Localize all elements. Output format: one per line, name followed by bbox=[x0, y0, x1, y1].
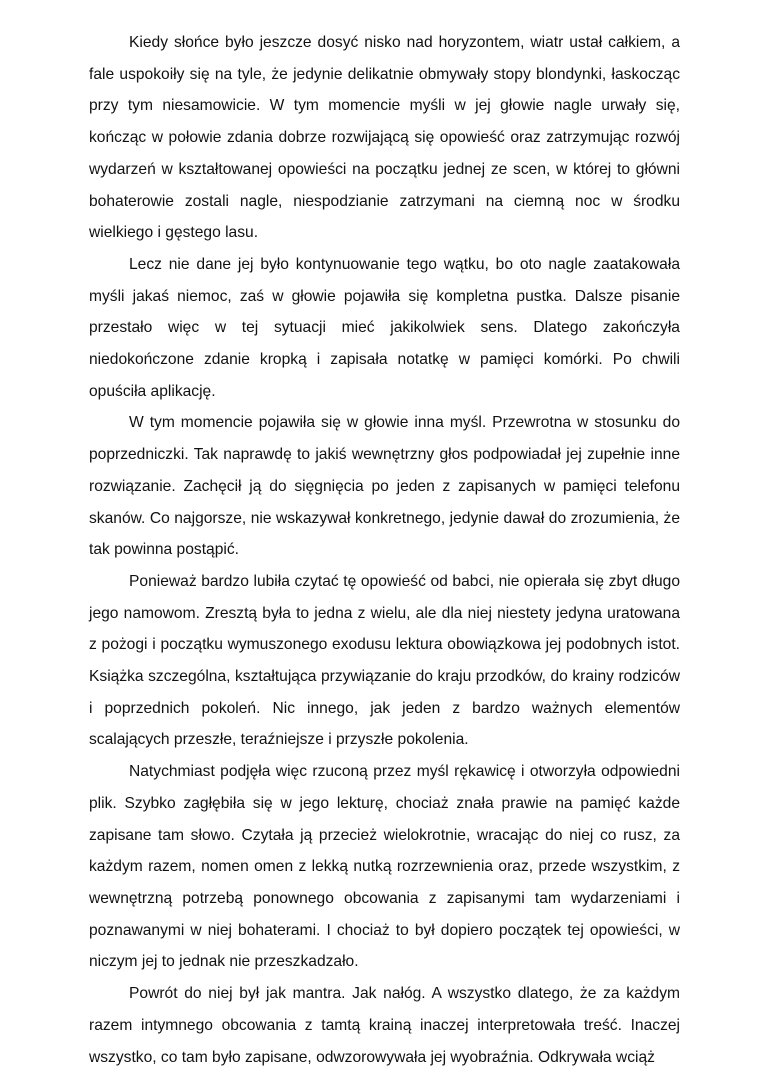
paragraph-3: W tym momencie pojawiła się w głowie inna myśl. Przewrotna w stosunku do poprzedniczki. Tak naprawdę to jakiś wewnętrzny głos podpowiadał jej zupełnie inne rozwiązanie. Zachęcił ją do sięgnięcia po jeden z zapisanych w pamięci telefonu skanów. Co najgorsze, nie wskazywał konkretnego, jedynie dawał do zrozumienia, że tak powinna postąpić. bbox=[89, 414, 680, 559]
paragraph-5: Natychmiast podjęła więc rzuconą przez myśl rękawicę i otworzyła odpowiedni plik. Szybko zagłębiła się w jego lekturę, chociaż znała prawie na pamięć każde zapisane tam słowo. Czytała ją przecież wielokrotnie, wracając do niej co rusz, za każdym razem, nomen omen z lekką nutką rozrzewnienia oraz, przede wszystkim, z wewnętrzną potrzebą ponownego obcowania z zapisanymi tam wydarzeniami i poznawanymi w niej bohaterami. I chociaż to był dopiero początek tej opowieści, w niczym jej to jednak nie przeszkadzało. bbox=[89, 763, 680, 971]
paragraph-1: Kiedy słońce było jeszcze dosyć nisko nad horyzontem, wiatr ustał całkiem, a fale uspokoiły się na tyle, że jedynie delikatnie obmywały stopy blondynki, łaskocząc przy tym niesamowicie. W tym momencie myśli w jej głowie nagle urwały się, kończąc w połowie zdania dobrze rozwijającą się opowieść oraz zatrzymując rozwój wydarzeń w kształtowanej opowieści na początku jednej ze scen, w której to główni bohaterowie zostali nagle, niespodzianie zatrzymani na ciemną noc w środku wielkiego i gęstego lasu. bbox=[89, 34, 680, 242]
paragraph-2: Lecz nie dane jej było kontynuowanie tego wątku, bo oto nagle zaatakowała myśli jakaś niemoc, zaś w głowie pojawiła się kompletna pustka. Dalsze pisanie przestało więc w tej sytuacji mieć jakikolwiek sens. Dlatego zakończyła niedokończone zdanie kropką i zapisała notatkę w pamięci komórki. Po chwili opuściła aplikację. bbox=[89, 255, 680, 400]
document-body bbox=[89, 27, 680, 1073]
paragraph-4: Ponieważ bardzo lubiła czytać tę opowieść od babci, nie opierała się zbyt długo jego namowom. Zresztą była to jedna z wielu, ale dla niej niestety jedyna uratowana z pożogi i początku wymuszonego exodusu lektura obowiązkowa jej podobnych istot. Książka szczególna, kształtująca przywiązanie do kraju przodków, do krainy rodziców i poprzednich pokoleń. Nic innego, jak jeden z bardzo ważnych elementów scalających przeszłe, teraźniejsze i przyszłe pokolenia. bbox=[89, 572, 680, 749]
paragraph-6: Powrót do niej był jak mantra. Jak nałóg. A wszystko dlatego, że za każdym razem intymnego obcowania z tamtą krainą inaczej interpretowała treść. Inaczej wszystko, co tam było zapisane, odwzorowywała jej wyobraźnia. Odkrywała wciąż bbox=[89, 985, 680, 1066]
